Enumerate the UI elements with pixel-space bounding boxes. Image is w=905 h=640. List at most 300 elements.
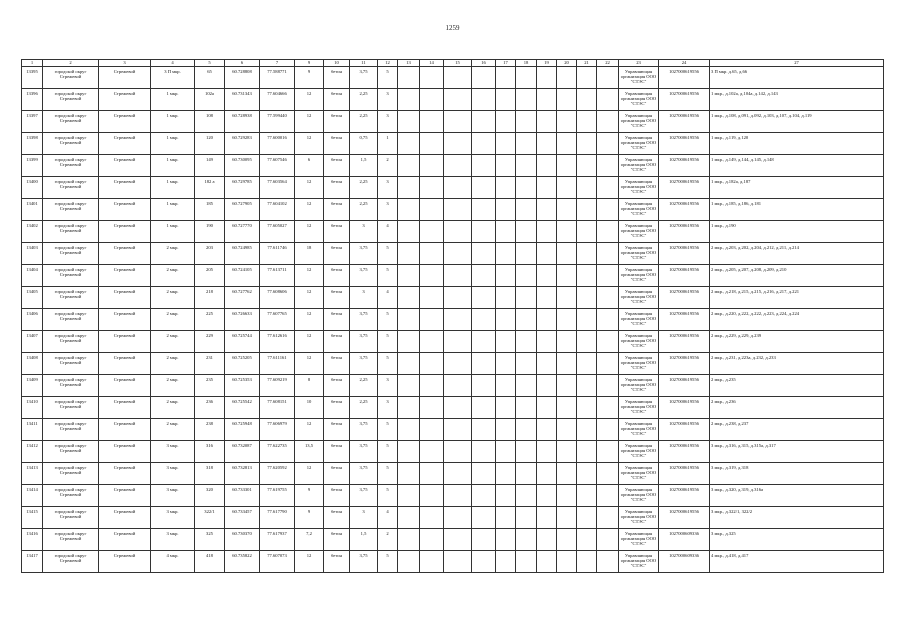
city-cell: Стрежевой bbox=[99, 155, 151, 177]
column-number-header: 21 bbox=[577, 60, 597, 67]
empty-cell bbox=[597, 265, 619, 287]
empty-cell bbox=[472, 155, 496, 177]
empty-cell bbox=[557, 463, 577, 485]
house-cell: 316 bbox=[195, 441, 225, 463]
column-9-cell: 12 bbox=[295, 111, 324, 133]
empty-cell bbox=[516, 309, 537, 331]
empty-cell bbox=[444, 419, 472, 441]
row-index-cell: 13410 bbox=[22, 397, 43, 419]
table-row bbox=[22, 89, 884, 111]
latitude-cell: 60.725744 bbox=[225, 331, 260, 353]
empty-cell bbox=[444, 485, 472, 507]
longitude-cell: 77.604666 bbox=[260, 89, 295, 111]
empty-cell bbox=[420, 67, 444, 89]
empty-cell bbox=[472, 287, 496, 309]
empty-cell bbox=[444, 353, 472, 375]
empty-cell bbox=[444, 221, 472, 243]
row-index-cell: 13403 bbox=[22, 243, 43, 265]
address-list-cell: 2 мкр., д.235 bbox=[710, 375, 884, 397]
column-9-cell: 13,5 bbox=[295, 441, 324, 463]
house-cell: 236 bbox=[195, 397, 225, 419]
area-cell: 2,25 bbox=[350, 375, 378, 397]
street-cell: 3 мкр. bbox=[151, 507, 195, 529]
empty-cell bbox=[398, 485, 420, 507]
organization-cell: Управляющая организация ООО "СТЭС" bbox=[619, 507, 659, 529]
organization-cell: Управляющая организация ООО "СТЭС" bbox=[619, 221, 659, 243]
empty-cell bbox=[496, 265, 516, 287]
column-9-cell: 9 bbox=[295, 507, 324, 529]
area-cell: 3,75 bbox=[350, 551, 378, 573]
empty-cell bbox=[577, 309, 597, 331]
empty-cell bbox=[496, 133, 516, 155]
empty-cell bbox=[557, 375, 577, 397]
house-cell: 218 bbox=[195, 287, 225, 309]
latitude-cell: 60.729785 bbox=[225, 177, 260, 199]
table-row bbox=[22, 441, 884, 463]
district-cell: городской округ Стрежевой bbox=[43, 199, 99, 221]
column-9-cell: 7,2 bbox=[295, 529, 324, 551]
organization-cell: Управляющая организация ООО "СТЭС" bbox=[619, 133, 659, 155]
empty-cell bbox=[537, 331, 557, 353]
empty-cell bbox=[398, 177, 420, 199]
street-cell: 2 мкр. bbox=[151, 353, 195, 375]
count-cell: 3 bbox=[378, 89, 398, 111]
area-cell: 3,75 bbox=[350, 265, 378, 287]
area-cell: 3,75 bbox=[350, 67, 378, 89]
empty-cell bbox=[537, 309, 557, 331]
empty-cell bbox=[537, 133, 557, 155]
city-cell: Стрежевой bbox=[99, 287, 151, 309]
table-row bbox=[22, 551, 884, 573]
district-cell: городской округ Стрежевой bbox=[43, 331, 99, 353]
district-cell: городской округ Стрежевой bbox=[43, 111, 99, 133]
longitude-cell: 77.611746 bbox=[260, 243, 295, 265]
empty-cell bbox=[420, 221, 444, 243]
empty-cell bbox=[557, 551, 577, 573]
empty-cell bbox=[516, 177, 537, 199]
house-cell: 182 а bbox=[195, 177, 225, 199]
column-9-cell: 12 bbox=[295, 221, 324, 243]
column-9-cell: 6 bbox=[295, 155, 324, 177]
address-list-cell: 2 мкр., д.203, д.202, д.204, д.212, д.211, д.214 bbox=[710, 243, 884, 265]
empty-cell bbox=[472, 485, 496, 507]
column-number-header: 12 bbox=[378, 60, 398, 67]
address-list-cell: 1 мкр., д.182а, д.187 bbox=[710, 177, 884, 199]
ogrn-cell: 1027000619556 bbox=[659, 309, 710, 331]
organization-cell: Управляющая организация ООО "СТЭС" bbox=[619, 331, 659, 353]
organization-cell: Управляющая организация ООО "СТЭС" bbox=[619, 485, 659, 507]
empty-cell bbox=[557, 529, 577, 551]
ogrn-cell: 1027000619556 bbox=[659, 111, 710, 133]
empty-cell bbox=[420, 441, 444, 463]
count-cell: 1 bbox=[378, 133, 398, 155]
row-index-cell: 13412 bbox=[22, 441, 43, 463]
street-cell: 2 мкр. bbox=[151, 243, 195, 265]
street-cell: 1 мкр. bbox=[151, 111, 195, 133]
city-cell: Стрежевой bbox=[99, 485, 151, 507]
empty-cell bbox=[496, 67, 516, 89]
empty-cell bbox=[472, 551, 496, 573]
longitude-cell: 77.607073 bbox=[260, 551, 295, 573]
empty-cell bbox=[472, 265, 496, 287]
empty-cell bbox=[472, 243, 496, 265]
empty-cell bbox=[398, 353, 420, 375]
empty-cell bbox=[420, 199, 444, 221]
empty-cell bbox=[597, 89, 619, 111]
empty-cell bbox=[537, 507, 557, 529]
empty-cell bbox=[516, 397, 537, 419]
column-number-header: 2 bbox=[43, 60, 99, 67]
empty-cell bbox=[557, 199, 577, 221]
empty-cell bbox=[577, 199, 597, 221]
empty-cell bbox=[472, 397, 496, 419]
empty-cell bbox=[577, 529, 597, 551]
longitude-cell: 77.620592 bbox=[260, 463, 295, 485]
empty-cell bbox=[516, 199, 537, 221]
empty-cell bbox=[577, 155, 597, 177]
empty-cell bbox=[398, 397, 420, 419]
table-row bbox=[22, 331, 884, 353]
district-cell: городской округ Стрежевой bbox=[43, 265, 99, 287]
empty-cell bbox=[472, 375, 496, 397]
empty-cell bbox=[420, 529, 444, 551]
area-cell: 3 bbox=[350, 287, 378, 309]
house-cell: 235 bbox=[195, 375, 225, 397]
empty-cell bbox=[557, 89, 577, 111]
district-cell: городской округ Стрежевой bbox=[43, 177, 99, 199]
organization-cell: Управляющая организация ООО "СТЭС" bbox=[619, 67, 659, 89]
empty-cell bbox=[444, 177, 472, 199]
ogrn-cell: 1027000619556 bbox=[659, 177, 710, 199]
empty-cell bbox=[597, 441, 619, 463]
house-cell: 65 bbox=[195, 67, 225, 89]
empty-cell bbox=[557, 485, 577, 507]
empty-cell bbox=[516, 331, 537, 353]
city-cell: Стрежевой bbox=[99, 507, 151, 529]
ogrn-cell: 1027000619556 bbox=[659, 375, 710, 397]
column-number-header: 13 bbox=[398, 60, 420, 67]
material-cell: бетон bbox=[324, 397, 350, 419]
city-cell: Стрежевой bbox=[99, 419, 151, 441]
empty-cell bbox=[472, 463, 496, 485]
longitude-cell: 77.607546 bbox=[260, 155, 295, 177]
column-9-cell: 12 bbox=[295, 133, 324, 155]
empty-cell bbox=[398, 287, 420, 309]
empty-cell bbox=[537, 177, 557, 199]
latitude-cell: 60.729283 bbox=[225, 133, 260, 155]
address-list-cell: 1 мкр., д.185, д.186, д.181 bbox=[710, 199, 884, 221]
registry-table bbox=[21, 59, 884, 573]
empty-cell bbox=[444, 441, 472, 463]
empty-cell bbox=[597, 177, 619, 199]
organization-cell: Управляющая организация ООО "СТЭС" bbox=[619, 441, 659, 463]
empty-cell bbox=[496, 287, 516, 309]
street-cell: 2 мкр. bbox=[151, 397, 195, 419]
address-list-cell: 2 мкр., д.236 bbox=[710, 397, 884, 419]
count-cell: 5 bbox=[378, 485, 398, 507]
table-row bbox=[22, 221, 884, 243]
longitude-cell: 77.609219 bbox=[260, 375, 295, 397]
empty-cell bbox=[577, 221, 597, 243]
area-cell: 3,75 bbox=[350, 353, 378, 375]
longitude-cell: 77.599440 bbox=[260, 111, 295, 133]
column-9-cell: 12 bbox=[295, 331, 324, 353]
latitude-cell: 60.724985 bbox=[225, 243, 260, 265]
ogrn-cell: 1027000619556 bbox=[659, 221, 710, 243]
row-index-cell: 13408 bbox=[22, 353, 43, 375]
material-cell: бетон bbox=[324, 155, 350, 177]
material-cell: бетон bbox=[324, 331, 350, 353]
empty-cell bbox=[516, 551, 537, 573]
organization-cell: Управляющая организация ООО "СТЭС" bbox=[619, 551, 659, 573]
address-list-cell: 2 мкр., д.231, д.223а, д.232, д.233 bbox=[710, 353, 884, 375]
empty-cell bbox=[577, 265, 597, 287]
empty-cell bbox=[472, 111, 496, 133]
empty-cell bbox=[398, 463, 420, 485]
table-row bbox=[22, 111, 884, 133]
empty-cell bbox=[577, 485, 597, 507]
material-cell: бетон bbox=[324, 507, 350, 529]
material-cell: бетон bbox=[324, 199, 350, 221]
empty-cell bbox=[537, 265, 557, 287]
longitude-cell: 77.613711 bbox=[260, 265, 295, 287]
column-number-header: 27 bbox=[710, 60, 884, 67]
district-cell: городской округ Стрежевой bbox=[43, 507, 99, 529]
longitude-cell: 77.622735 bbox=[260, 441, 295, 463]
column-number-header: 7 bbox=[260, 60, 295, 67]
material-cell: бетон bbox=[324, 265, 350, 287]
longitude-cell: 77.617937 bbox=[260, 529, 295, 551]
city-cell: Стрежевой bbox=[99, 111, 151, 133]
material-cell: бетон bbox=[324, 177, 350, 199]
ogrn-cell: 1027000619556 bbox=[659, 89, 710, 111]
organization-cell: Управляющая организация ООО "СТЭС" bbox=[619, 309, 659, 331]
empty-cell bbox=[597, 199, 619, 221]
house-cell: 231 bbox=[195, 353, 225, 375]
area-cell: 2,25 bbox=[350, 89, 378, 111]
address-list-cell: 1 мкр., д.149, д.144, д.145, д.148 bbox=[710, 155, 884, 177]
ogrn-cell: 1027000619556 bbox=[659, 67, 710, 89]
material-cell: бетон bbox=[324, 309, 350, 331]
organization-cell: Управляющая организация ООО "СТЭС" bbox=[619, 463, 659, 485]
empty-cell bbox=[597, 287, 619, 309]
column-9-cell: 12 bbox=[295, 199, 324, 221]
row-index-cell: 13407 bbox=[22, 331, 43, 353]
empty-cell bbox=[537, 287, 557, 309]
column-number-header: 24 bbox=[659, 60, 710, 67]
address-list-cell: 3 мкр., д.316, д.315, д.315а, д.317 bbox=[710, 441, 884, 463]
city-cell: Стрежевой bbox=[99, 309, 151, 331]
table-row bbox=[22, 133, 884, 155]
empty-cell bbox=[496, 397, 516, 419]
table-row bbox=[22, 265, 884, 287]
empty-cell bbox=[537, 111, 557, 133]
ogrn-cell: 1027000619556 bbox=[659, 287, 710, 309]
row-index-cell: 13395 bbox=[22, 67, 43, 89]
empty-cell bbox=[537, 353, 557, 375]
house-cell: 203 bbox=[195, 243, 225, 265]
empty-cell bbox=[597, 67, 619, 89]
address-list-cell: 3 П мкр. д.65, д.66 bbox=[710, 67, 884, 89]
empty-cell bbox=[444, 309, 472, 331]
district-cell: городской округ Стрежевой bbox=[43, 529, 99, 551]
city-cell: Стрежевой bbox=[99, 551, 151, 573]
table-row bbox=[22, 243, 884, 265]
empty-cell bbox=[516, 155, 537, 177]
empty-cell bbox=[398, 221, 420, 243]
column-number-header: 20 bbox=[557, 60, 577, 67]
empty-cell bbox=[516, 89, 537, 111]
empty-cell bbox=[398, 507, 420, 529]
empty-cell bbox=[597, 155, 619, 177]
area-cell: 2,25 bbox=[350, 177, 378, 199]
district-cell: городской округ Стрежевой bbox=[43, 287, 99, 309]
count-cell: 5 bbox=[378, 551, 398, 573]
empty-cell bbox=[577, 353, 597, 375]
district-cell: городской округ Стрежевой bbox=[43, 353, 99, 375]
empty-cell bbox=[444, 133, 472, 155]
count-cell: 5 bbox=[378, 265, 398, 287]
address-list-cell: 2 мкр., д.229, д.229, д.239 bbox=[710, 331, 884, 353]
empty-cell bbox=[444, 243, 472, 265]
empty-cell bbox=[398, 309, 420, 331]
street-cell: 3 мкр. bbox=[151, 441, 195, 463]
area-cell: 3 bbox=[350, 507, 378, 529]
street-cell: 3 П мкр. bbox=[151, 67, 195, 89]
empty-cell bbox=[420, 397, 444, 419]
street-cell: 1 мкр. bbox=[151, 177, 195, 199]
longitude-cell: 77.600016 bbox=[260, 133, 295, 155]
latitude-cell: 60.732087 bbox=[225, 441, 260, 463]
empty-cell bbox=[516, 111, 537, 133]
longitude-cell: 77.612616 bbox=[260, 331, 295, 353]
empty-cell bbox=[516, 287, 537, 309]
house-cell: 120 bbox=[195, 133, 225, 155]
ogrn-cell: 1027000619556 bbox=[659, 507, 710, 529]
area-cell: 0,75 bbox=[350, 133, 378, 155]
column-number-row bbox=[22, 60, 884, 67]
empty-cell bbox=[420, 155, 444, 177]
empty-cell bbox=[398, 551, 420, 573]
material-cell: бетон bbox=[324, 353, 350, 375]
empty-cell bbox=[557, 419, 577, 441]
empty-cell bbox=[577, 419, 597, 441]
empty-cell bbox=[537, 551, 557, 573]
empty-cell bbox=[597, 133, 619, 155]
city-cell: Стрежевой bbox=[99, 221, 151, 243]
empty-cell bbox=[420, 265, 444, 287]
empty-cell bbox=[420, 419, 444, 441]
latitude-cell: 60.730095 bbox=[225, 155, 260, 177]
address-list-cell: 1 мкр., д.190 bbox=[710, 221, 884, 243]
empty-cell bbox=[537, 221, 557, 243]
empty-cell bbox=[516, 243, 537, 265]
empty-cell bbox=[444, 89, 472, 111]
address-list-cell: 3 мкр., д.322/1, 322/2 bbox=[710, 507, 884, 529]
latitude-cell: 60.724105 bbox=[225, 265, 260, 287]
district-cell: городской округ Стрежевой bbox=[43, 89, 99, 111]
table-row bbox=[22, 353, 884, 375]
row-index-cell: 13405 bbox=[22, 287, 43, 309]
empty-cell bbox=[496, 441, 516, 463]
empty-cell bbox=[472, 309, 496, 331]
material-cell: бетон bbox=[324, 133, 350, 155]
empty-cell bbox=[516, 529, 537, 551]
empty-cell bbox=[444, 111, 472, 133]
city-cell: Стрежевой bbox=[99, 89, 151, 111]
empty-cell bbox=[557, 67, 577, 89]
empty-cell bbox=[420, 287, 444, 309]
empty-cell bbox=[557, 177, 577, 199]
count-cell: 3 bbox=[378, 111, 398, 133]
empty-cell bbox=[444, 265, 472, 287]
house-cell: 325 bbox=[195, 529, 225, 551]
material-cell: бетон bbox=[324, 111, 350, 133]
material-cell: бетон bbox=[324, 375, 350, 397]
latitude-cell: 60.725948 bbox=[225, 419, 260, 441]
empty-cell bbox=[496, 485, 516, 507]
empty-cell bbox=[516, 419, 537, 441]
address-list-cell: 2 мкр., д.218, д.215, д.215, д.216, д.217, д.221 bbox=[710, 287, 884, 309]
street-cell: 2 мкр. bbox=[151, 375, 195, 397]
column-number-header: 15 bbox=[444, 60, 472, 67]
material-cell: бетон bbox=[324, 529, 350, 551]
organization-cell: Управляющая организация ООО "СТЭС" bbox=[619, 375, 659, 397]
street-cell: 4 мкр. bbox=[151, 551, 195, 573]
empty-cell bbox=[577, 441, 597, 463]
street-cell: 2 мкр. bbox=[151, 331, 195, 353]
street-cell: 1 мкр. bbox=[151, 133, 195, 155]
empty-cell bbox=[420, 309, 444, 331]
area-cell: 2,25 bbox=[350, 199, 378, 221]
empty-cell bbox=[398, 529, 420, 551]
column-9-cell: 12 bbox=[295, 463, 324, 485]
material-cell: бетон bbox=[324, 287, 350, 309]
house-cell: 102а bbox=[195, 89, 225, 111]
district-cell: городской округ Стрежевой bbox=[43, 551, 99, 573]
empty-cell bbox=[577, 133, 597, 155]
row-index-cell: 13402 bbox=[22, 221, 43, 243]
city-cell: Стрежевой bbox=[99, 67, 151, 89]
address-list-cell: 2 мкр., д.205, д.207, д.208, д.209, д.210 bbox=[710, 265, 884, 287]
count-cell: 3 bbox=[378, 375, 398, 397]
empty-cell bbox=[496, 309, 516, 331]
empty-cell bbox=[577, 331, 597, 353]
count-cell: 5 bbox=[378, 67, 398, 89]
empty-cell bbox=[496, 331, 516, 353]
latitude-cell: 60.728938 bbox=[225, 111, 260, 133]
empty-cell bbox=[537, 199, 557, 221]
empty-cell bbox=[516, 221, 537, 243]
empty-cell bbox=[597, 331, 619, 353]
house-cell: 185 bbox=[195, 199, 225, 221]
street-cell: 1 мкр. bbox=[151, 199, 195, 221]
address-list-cell: 2 мкр., д.220, д.222, д.222, д.223, д.224, д.224 bbox=[710, 309, 884, 331]
house-cell: 322/1 bbox=[195, 507, 225, 529]
empty-cell bbox=[557, 265, 577, 287]
empty-cell bbox=[398, 243, 420, 265]
table-row bbox=[22, 177, 884, 199]
address-list-cell: 1 мкр., д.108, д.091, д.092, д.103, д.107, д.104, д.119 bbox=[710, 111, 884, 133]
city-cell: Стрежевой bbox=[99, 243, 151, 265]
empty-cell bbox=[496, 155, 516, 177]
address-list-cell: 2 мкр., д.238, д.237 bbox=[710, 419, 884, 441]
empty-cell bbox=[597, 485, 619, 507]
row-index-cell: 13396 bbox=[22, 89, 43, 111]
empty-cell bbox=[537, 397, 557, 419]
house-cell: 225 bbox=[195, 309, 225, 331]
empty-cell bbox=[496, 551, 516, 573]
